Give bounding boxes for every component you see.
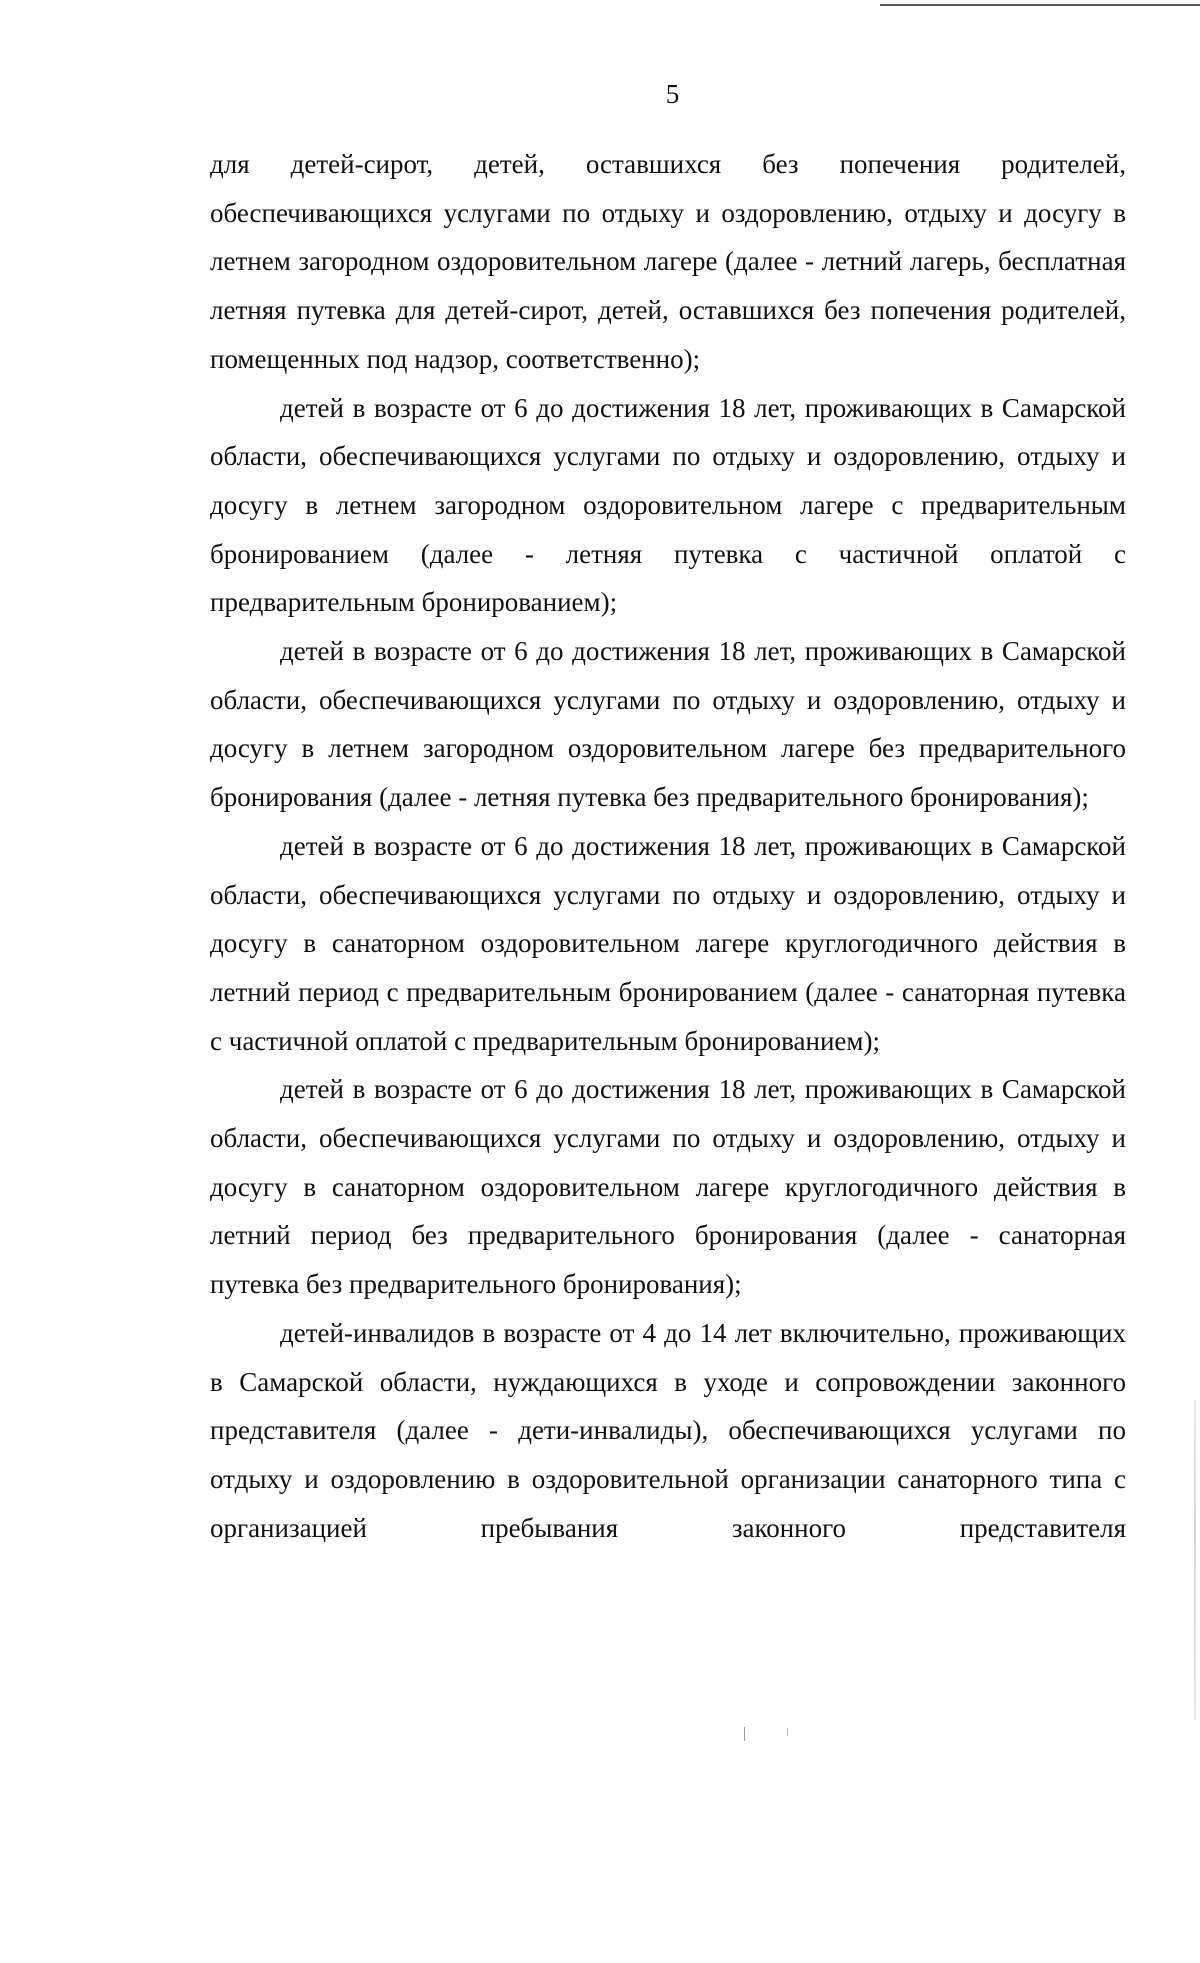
- paragraph: детей в возрасте от 6 до достижения 18 лет, проживающих в Самарской области, обеспечивающихся услугами по отдыху и оздоровлению, отдыху и досугу в летнем загородном оздоровительном лагере без предварительного бронирования (далее - летняя путевка без предварительного бронирования);: [210, 636, 1126, 813]
- paragraph: детей-инвалидов в возрасте от 4 до 14 лет включительно, проживающих в Самарской области, нуждающихся в уходе и сопровождении законного представителя (далее - дети-инвалиды), обеспечивающихся услугами по отдыху и оздоровлению в оздоровительной организации санаторного типа с организацией пребывания законного представителя: [210, 1317, 1126, 1543]
- scan-artifact-mark: [744, 1727, 745, 1741]
- scan-artifact-mark: [787, 1728, 788, 1736]
- scan-edge-line: [880, 4, 1200, 6]
- scan-edge-shadow: [1194, 1400, 1196, 1720]
- document-body: [210, 140, 1126, 1552]
- paragraph: детей в возрасте от 6 до достижения 18 лет, проживающих в Самарской области, обеспечивающихся услугами по отдыху и оздоровлению, отдыху и досугу в санаторном оздоровительном лагере круглогодичного действия в летний период с предварительным бронированием (далее - санаторная путевка с частичной оплатой с предварительным бронированием);: [210, 830, 1126, 1056]
- paragraph: детей в возрасте от 6 до достижения 18 лет, проживающих в Самарской области, обеспечивающихся услугами по отдыху и оздоровлению, отдыху и досугу в летнем загородном оздоровительном лагере с предварительным бронированием (далее - летняя путевка с частичной оплатой с предварительным бронированием);: [210, 392, 1126, 618]
- paragraph: для детей-сирот, детей, оставшихся без попечения родителей, обеспечивающихся услугами по отдыху и оздоровлению, отдыху и досугу в летнем загородном оздоровительном лагере (далее - летний лагерь, бесплатная летняя путевка для детей-сирот, детей, оставшихся без попечения родителей, помещенных под надзор, соответственно);: [210, 149, 1126, 374]
- paragraph: детей в возрасте от 6 до достижения 18 лет, проживающих в Самарской области, обеспечивающихся услугами по отдыху и оздоровлению, отдыху и досугу в санаторном оздоровительном лагере круглогодичного действия в летний период без предварительного бронирования (далее - санаторная путевка без предварительного бронирования);: [210, 1074, 1126, 1300]
- page-number: 5: [665, 79, 680, 109]
